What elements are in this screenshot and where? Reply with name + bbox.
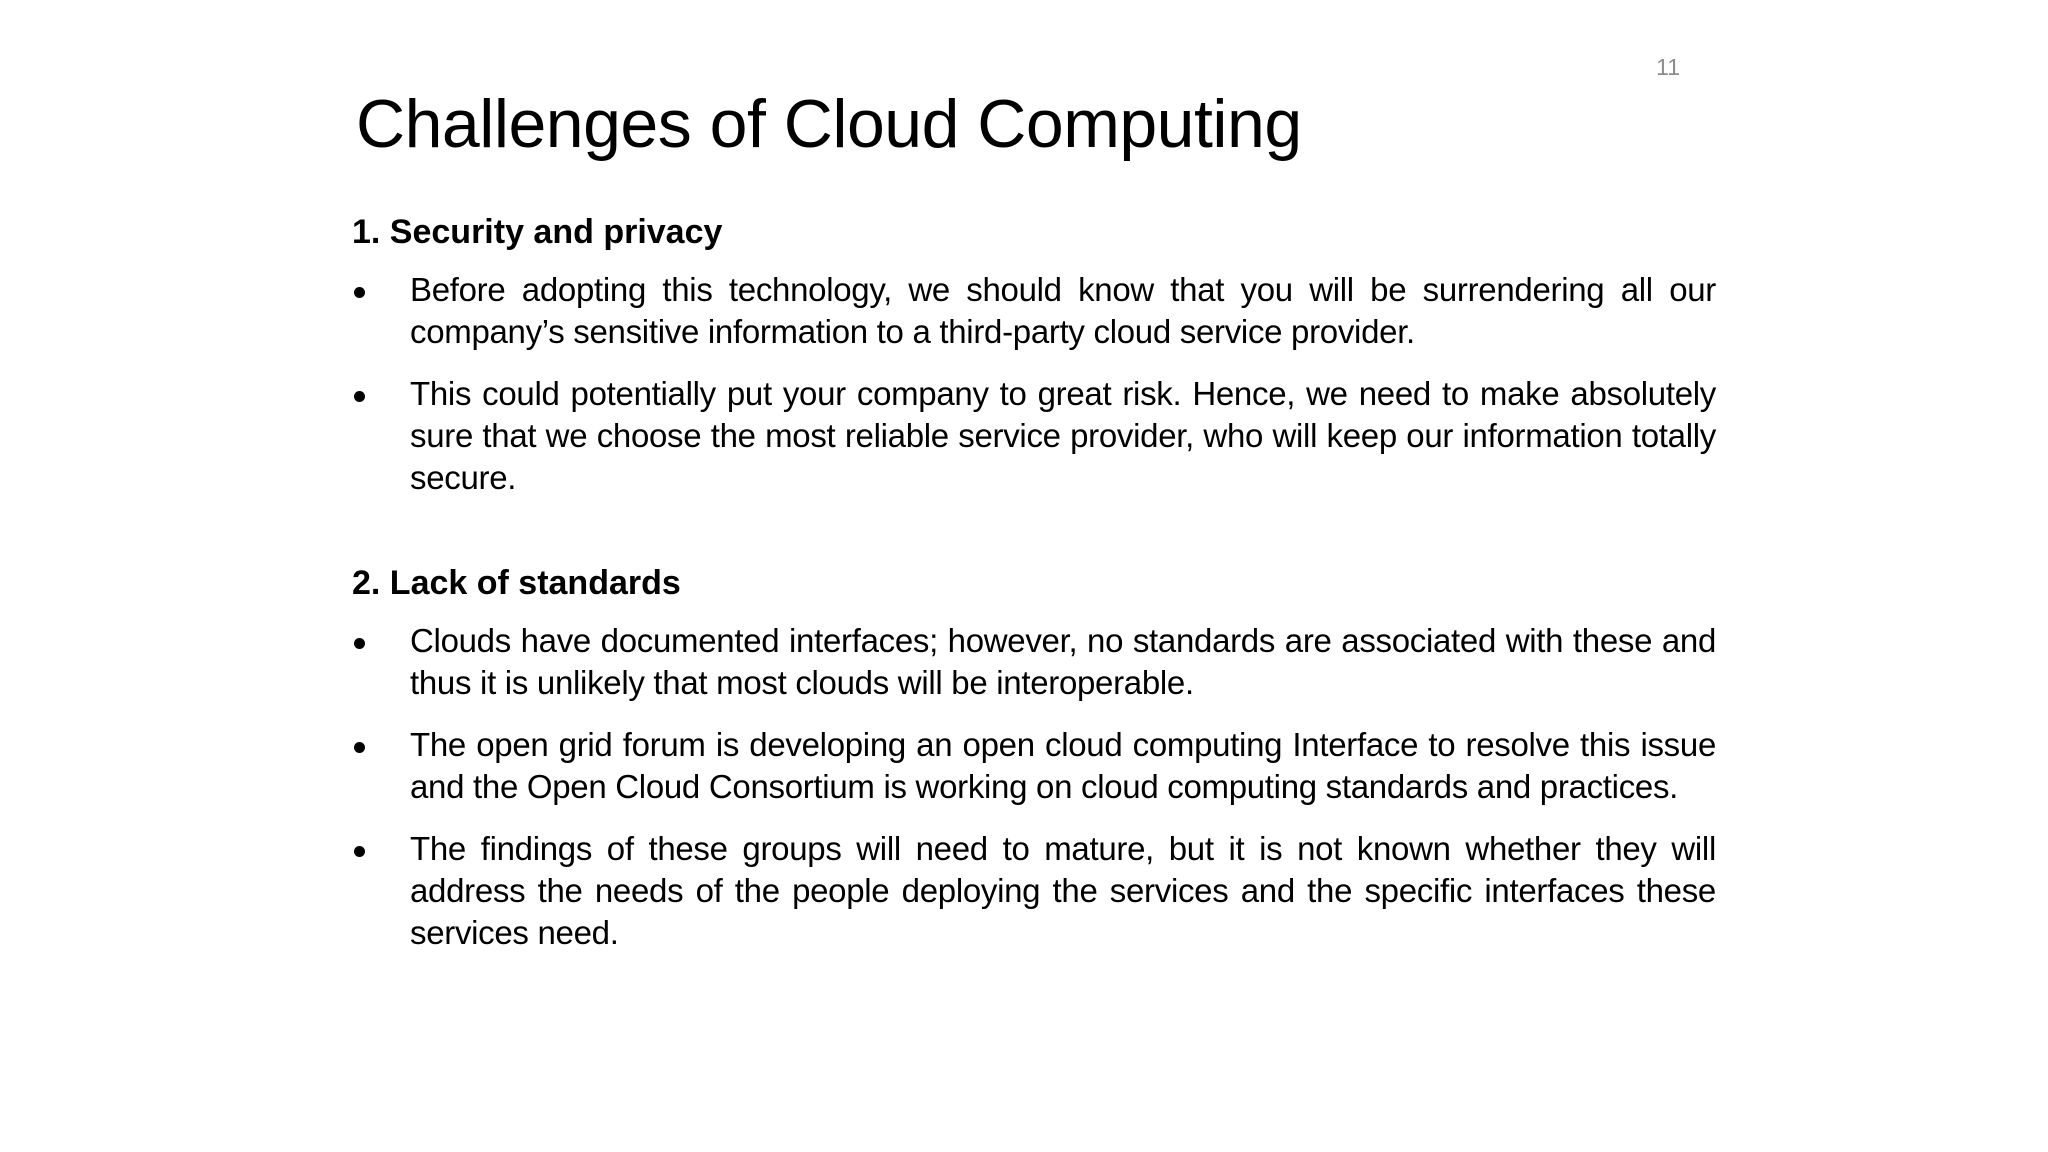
bullet-item <box>352 724 1716 808</box>
bullet-dot-icon <box>354 287 365 298</box>
section-security-privacy <box>352 210 1716 499</box>
bullet-item <box>352 620 1716 704</box>
bullet-text: Before adopting this technology, we should know that you will be surrendering all our company’s sensitive information to a third-party cloud service provider. <box>410 271 1716 350</box>
bullet-list <box>352 269 1716 499</box>
slide-content <box>352 210 1716 974</box>
bullet-item <box>352 373 1716 499</box>
bullet-dot-icon <box>354 846 365 857</box>
section-heading: 2. Lack of standards <box>352 564 681 602</box>
bullet-text: The open grid forum is developing an open cloud computing Interface to resolve this issue and the Open Cloud Consortium is working on cloud computing standards and practices. <box>410 726 1716 805</box>
bullet-dot-icon <box>354 391 365 402</box>
bullet-text: This could potentially put your company to great risk. Hence, we need to make absolutely sure that we choose the most reliable service provider, who will keep our information totally secure. <box>410 375 1716 496</box>
bullet-text: The findings of these groups will need to mature, but it is not known whether they will address the needs of the people deploying the services and the specific interfaces these services need. <box>410 830 1716 951</box>
bullet-text: Clouds have documented interfaces; however, no standards are associated with these and thus it is unlikely that most clouds will be interoperable. <box>410 622 1716 701</box>
section-lack-of-standards <box>352 561 1716 954</box>
page-number: 11 <box>1656 54 1680 80</box>
bullet-dot-icon <box>354 742 365 753</box>
section-heading: 1. Security and privacy <box>352 213 723 251</box>
bullet-list <box>352 620 1716 954</box>
slide-title: Challenges of Cloud Computing <box>356 86 1302 162</box>
bullet-item <box>352 269 1716 353</box>
bullet-dot-icon <box>354 638 365 649</box>
bullet-item <box>352 828 1716 954</box>
